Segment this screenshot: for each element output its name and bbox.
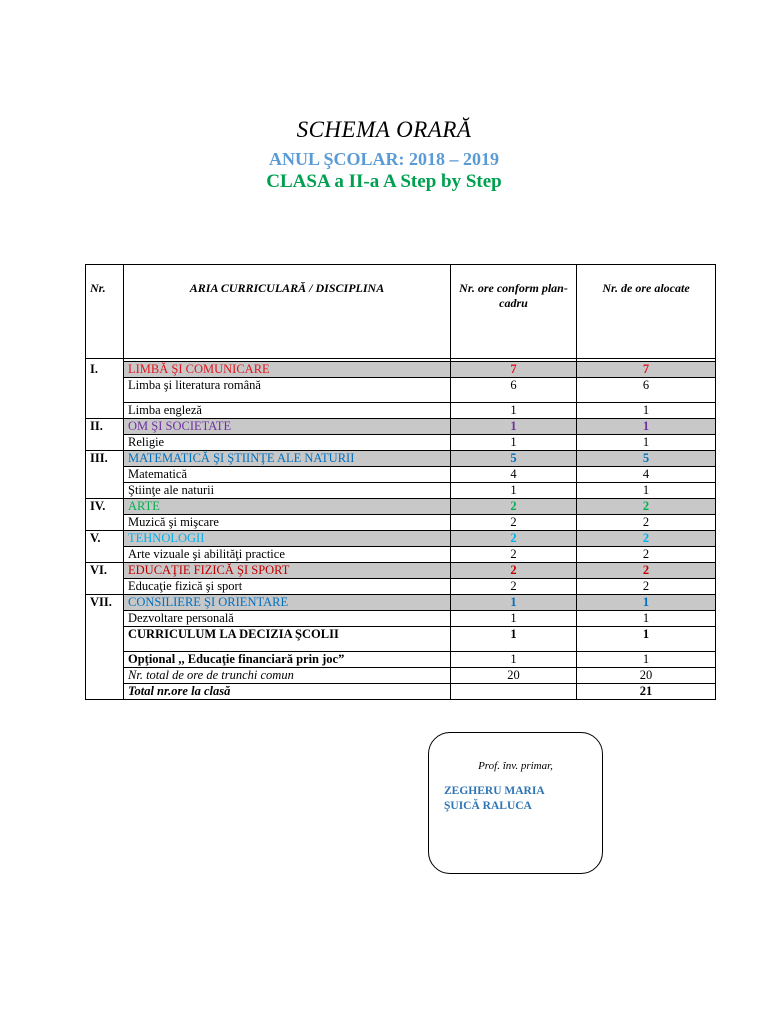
total-class-row-plan bbox=[451, 684, 577, 700]
subject-row bbox=[86, 579, 716, 595]
subject-row bbox=[86, 403, 716, 419]
subject-plan-hours: 1 bbox=[451, 403, 577, 419]
cds-row-plan: 1 bbox=[451, 627, 577, 652]
row-number: III. bbox=[86, 451, 124, 499]
category-allocated-hours: 1 bbox=[577, 595, 716, 611]
category-name: EDUCAŢIE FIZICĂ ŞI SPORT bbox=[124, 563, 451, 579]
category-plan-hours: 1 bbox=[451, 595, 577, 611]
total-class-row bbox=[86, 684, 716, 700]
row-number: VII. bbox=[86, 595, 124, 700]
category-allocated-hours: 2 bbox=[577, 499, 716, 515]
row-number: V. bbox=[86, 531, 124, 563]
subject-allocated-hours: 2 bbox=[577, 579, 716, 595]
teacher-name: ZEGHERU MARIA bbox=[444, 785, 545, 797]
total-common-row-alloc: 20 bbox=[577, 668, 716, 684]
subject-plan-hours: 2 bbox=[451, 579, 577, 595]
total-class-row-label: Total nr.ore la clasă bbox=[124, 684, 451, 700]
category-allocated-hours: 7 bbox=[577, 362, 716, 378]
subject-row bbox=[86, 611, 716, 627]
teacher-name: ŞUICĂ RALUCA bbox=[444, 800, 532, 812]
signature-title: Prof. înv. primar, bbox=[478, 760, 553, 772]
subject-name: Limba şi literatura română bbox=[124, 378, 451, 403]
subject-allocated-hours: 1 bbox=[577, 483, 716, 499]
total-common-row-label: Nr. total de ore de trunchi comun bbox=[124, 668, 451, 684]
category-plan-hours: 7 bbox=[451, 362, 577, 378]
row-number: IV. bbox=[86, 499, 124, 531]
subject-row bbox=[86, 547, 716, 563]
category-plan-hours: 2 bbox=[451, 531, 577, 547]
subject-plan-hours: 1 bbox=[451, 611, 577, 627]
cds-row-alloc: 1 bbox=[577, 627, 716, 652]
subject-allocated-hours: 1 bbox=[577, 611, 716, 627]
subject-plan-hours: 2 bbox=[451, 547, 577, 563]
category-allocated-hours: 1 bbox=[577, 419, 716, 435]
optional-row-plan: 1 bbox=[451, 652, 577, 668]
category-plan-hours: 5 bbox=[451, 451, 577, 467]
signature-box bbox=[428, 732, 603, 874]
subject-allocated-hours: 1 bbox=[577, 403, 716, 419]
optional-row-label: Opţional ,, Educaţie financiară prin joc” bbox=[124, 652, 451, 668]
optional-row-alloc: 1 bbox=[577, 652, 716, 668]
category-name: ARTE bbox=[124, 499, 451, 515]
subject-name: Dezvoltare personală bbox=[124, 611, 451, 627]
subject-plan-hours: 6 bbox=[451, 378, 577, 403]
total-common-row-plan: 20 bbox=[451, 668, 577, 684]
subject-plan-hours: 2 bbox=[451, 515, 577, 531]
subject-row bbox=[86, 467, 716, 483]
subject-allocated-hours: 4 bbox=[577, 467, 716, 483]
header-alloc: Nr. de ore alocate bbox=[577, 265, 716, 359]
category-row bbox=[86, 419, 716, 435]
category-plan-hours: 2 bbox=[451, 563, 577, 579]
header-nr: Nr. bbox=[86, 265, 124, 359]
header-area: ARIA CURRICULARĂ / DISCIPLINA bbox=[124, 265, 451, 359]
category-name: CONSILIERE ŞI ORIENTARE bbox=[124, 595, 451, 611]
subject-plan-hours: 4 bbox=[451, 467, 577, 483]
subject-allocated-hours: 1 bbox=[577, 435, 716, 451]
row-number: VI. bbox=[86, 563, 124, 595]
optional-row bbox=[86, 652, 716, 668]
subject-plan-hours: 1 bbox=[451, 483, 577, 499]
category-allocated-hours: 5 bbox=[577, 451, 716, 467]
subject-name: Arte vizuale şi abilităţi practice bbox=[124, 547, 451, 563]
category-row bbox=[86, 563, 716, 579]
subject-name: Educaţie fizică şi sport bbox=[124, 579, 451, 595]
category-allocated-hours: 2 bbox=[577, 563, 716, 579]
header-row bbox=[86, 265, 716, 359]
subject-name: Matematică bbox=[124, 467, 451, 483]
category-row bbox=[86, 451, 716, 467]
subject-plan-hours: 1 bbox=[451, 435, 577, 451]
row-number: II. bbox=[86, 419, 124, 451]
cds-row bbox=[86, 627, 716, 652]
category-plan-hours: 2 bbox=[451, 499, 577, 515]
category-name: MATEMATICĂ ŞI ŞTIINŢE ALE NATURII bbox=[124, 451, 451, 467]
row-number: I. bbox=[86, 362, 124, 419]
category-allocated-hours: 2 bbox=[577, 531, 716, 547]
category-row bbox=[86, 595, 716, 611]
subject-name: Religie bbox=[124, 435, 451, 451]
category-row bbox=[86, 499, 716, 515]
category-name: TEHNOLOGII bbox=[124, 531, 451, 547]
category-plan-hours: 1 bbox=[451, 419, 577, 435]
school-year: ANUL ŞCOLAR: 2018 – 2019 bbox=[268, 149, 500, 169]
subject-name: Muzică şi mişcare bbox=[124, 515, 451, 531]
page-title: SCHEMA ORARĂ bbox=[296, 117, 472, 142]
subject-allocated-hours: 2 bbox=[577, 515, 716, 531]
class-name: CLASA a II-a A Step by Step bbox=[266, 171, 502, 192]
subject-row bbox=[86, 435, 716, 451]
subject-name: Ştiinţe ale naturii bbox=[124, 483, 451, 499]
subject-allocated-hours: 6 bbox=[577, 378, 716, 403]
category-name: LIMBĂ ŞI COMUNICARE bbox=[124, 362, 451, 378]
subject-allocated-hours: 2 bbox=[577, 547, 716, 563]
category-row bbox=[86, 531, 716, 547]
subject-name: Limba engleză bbox=[124, 403, 451, 419]
category-name: OM ŞI SOCIETATE bbox=[124, 419, 451, 435]
subject-row bbox=[86, 378, 716, 403]
subject-row bbox=[86, 515, 716, 531]
schedule-table bbox=[85, 264, 716, 700]
table-body bbox=[86, 362, 716, 700]
total-class-row-alloc: 21 bbox=[577, 684, 716, 700]
category-row bbox=[86, 362, 716, 378]
header-plan: Nr. ore conform plan- cadru bbox=[451, 265, 577, 359]
subject-row bbox=[86, 483, 716, 499]
total-common-row bbox=[86, 668, 716, 684]
cds-row-label: CURRICULUM LA DECIZIA ŞCOLII bbox=[124, 627, 451, 652]
